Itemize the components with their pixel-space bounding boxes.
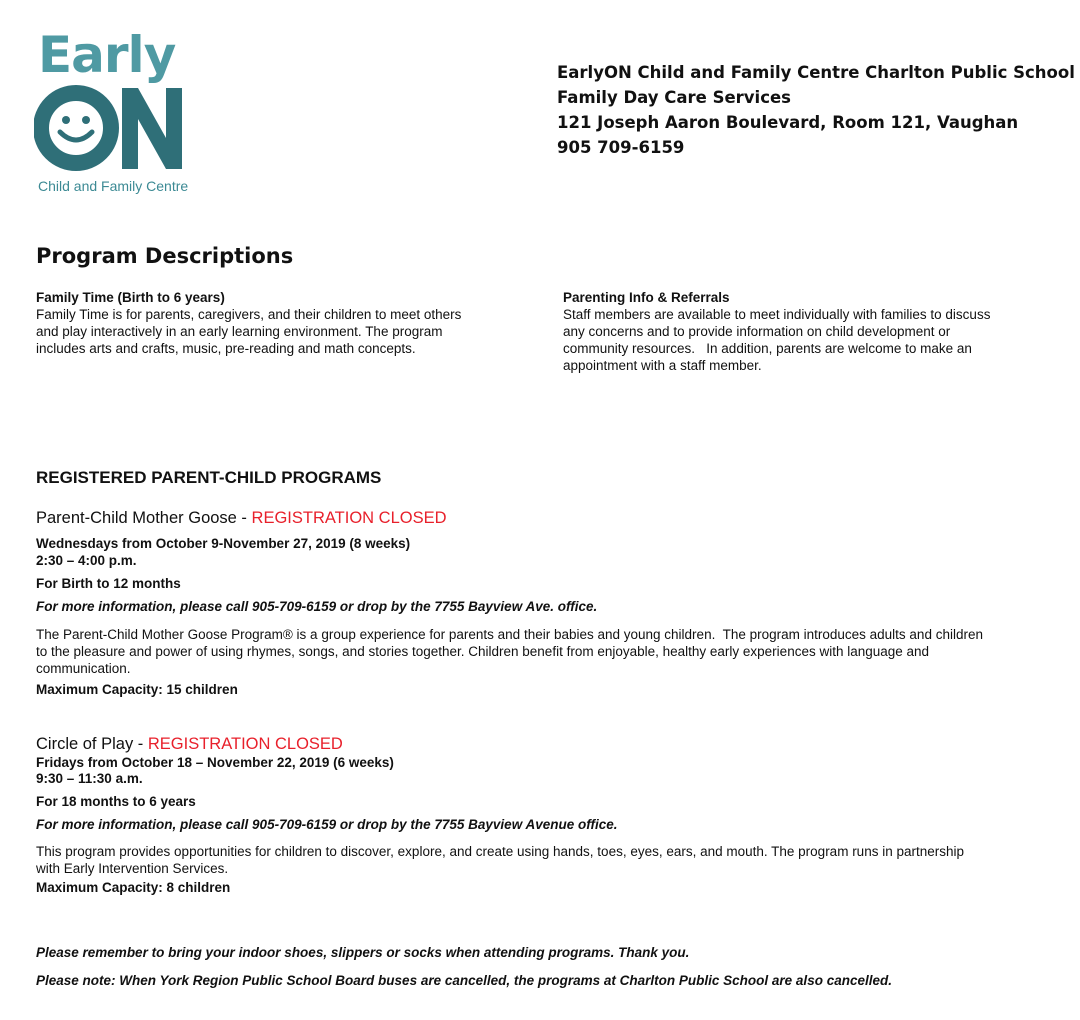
parenting-info-heading: Parenting Info & Referrals (563, 290, 730, 305)
mother-goose-title (36, 509, 447, 528)
circle-of-play-capacity: Maximum Capacity: 8 children (36, 880, 231, 895)
parenting-info-line: community resources. In addition, parents are welcome to make an (563, 341, 972, 356)
circle-of-play-ages: For 18 months to 6 years (36, 794, 196, 809)
parenting-info-line: appointment with a staff member. (563, 358, 762, 373)
logo-on-graphic (34, 82, 184, 174)
smiley-eye-right-icon (82, 116, 90, 124)
mother-goose-time: 2:30 – 4:00 p.m. (36, 553, 137, 568)
mother-goose-name: Parent-Child Mother Goose - (36, 509, 247, 527)
circle-of-play-status-badge: REGISTRATION CLOSED (147, 735, 343, 753)
mother-goose-description (36, 626, 1076, 677)
address-line-phone: 905 709-6159 (557, 138, 685, 157)
circle-of-play-description-line: This program provides opportunities for children to discover, explore, and create using hands, toes, eyes, ears, and mouth. The program runs in partnership (36, 844, 964, 859)
centre-address (557, 60, 1075, 160)
logo-word-early: Early (38, 26, 176, 84)
family-time-line: and play interactively in an early learning environment. The program (36, 324, 443, 339)
address-line-street: 121 Joseph Aaron Boulevard, Room 121, Vaughan (557, 113, 1019, 132)
circle-of-play-description-line: with Early Intervention Services. (36, 861, 229, 876)
family-time-section (36, 289, 516, 357)
smiley-eye-left-icon (62, 116, 70, 124)
smiley-mouth-icon (60, 132, 92, 140)
mother-goose-description-line: communication. (36, 661, 131, 676)
program-descriptions-title: Program Descriptions (36, 244, 294, 268)
bus-cancellation-note: Please note: When York Region Public School Board buses are cancelled, the programs at Charlton Public School are also cancelled. (36, 973, 892, 988)
family-time-line: includes arts and crafts, music, pre-reading and math concepts. (36, 341, 416, 356)
circle-of-play-time: 9:30 – 11:30 a.m. (36, 771, 143, 786)
logo-subtitle: Child and Family Centre (38, 178, 189, 194)
family-time-heading: Family Time (Birth to 6 years) (36, 290, 225, 305)
mother-goose-dates: Wednesdays from October 9-November 27, 2019 (8 weeks) (36, 536, 411, 551)
mother-goose-description-line: to the pleasure and power of using rhymes, songs, and stories together. Children benefit from enjoyable, healthy early experiences with language and (36, 644, 930, 659)
mother-goose-description-line: The Parent-Child Mother Goose Program® is a group experience for parents and their babies and young children. The program introduces adults and children (36, 627, 983, 642)
earlyon-logo (34, 26, 194, 200)
indoor-shoes-note: Please remember to bring your indoor shoes, slippers or socks when attending programs. Thank you. (36, 945, 690, 960)
parenting-info-section (563, 289, 1043, 374)
registered-programs-title: REGISTERED PARENT-CHILD PROGRAMS (36, 468, 382, 487)
circle-of-play-title (36, 735, 343, 754)
mother-goose-capacity: Maximum Capacity: 15 children (36, 682, 238, 697)
family-time-line: Family Time is for parents, caregivers, and their children to meet others (36, 307, 462, 322)
mother-goose-ages: For Birth to 12 months (36, 576, 181, 591)
circle-of-play-name: Circle of Play - (36, 735, 144, 753)
mother-goose-info: For more information, please call 905-709-6159 or drop by the 7755 Bayview Ave. office. (36, 599, 598, 614)
circle-of-play-info: For more information, please call 905-709-6159 or drop by the 7755 Bayview Avenue office. (36, 817, 618, 832)
parenting-info-line: Staff members are available to meet individually with families to discuss (563, 307, 991, 322)
parenting-info-line: any concerns and to provide information on child development or (563, 324, 951, 339)
address-line-centre: EarlyON Child and Family Centre Charlton Public School (557, 63, 1075, 82)
address-line-service: Family Day Care Services (557, 88, 791, 107)
circle-of-play-dates: Fridays from October 18 – November 22, 2019 (6 weeks) (36, 755, 394, 770)
mother-goose-status-badge: REGISTRATION CLOSED (251, 509, 447, 527)
circle-of-play-description (36, 843, 1076, 877)
